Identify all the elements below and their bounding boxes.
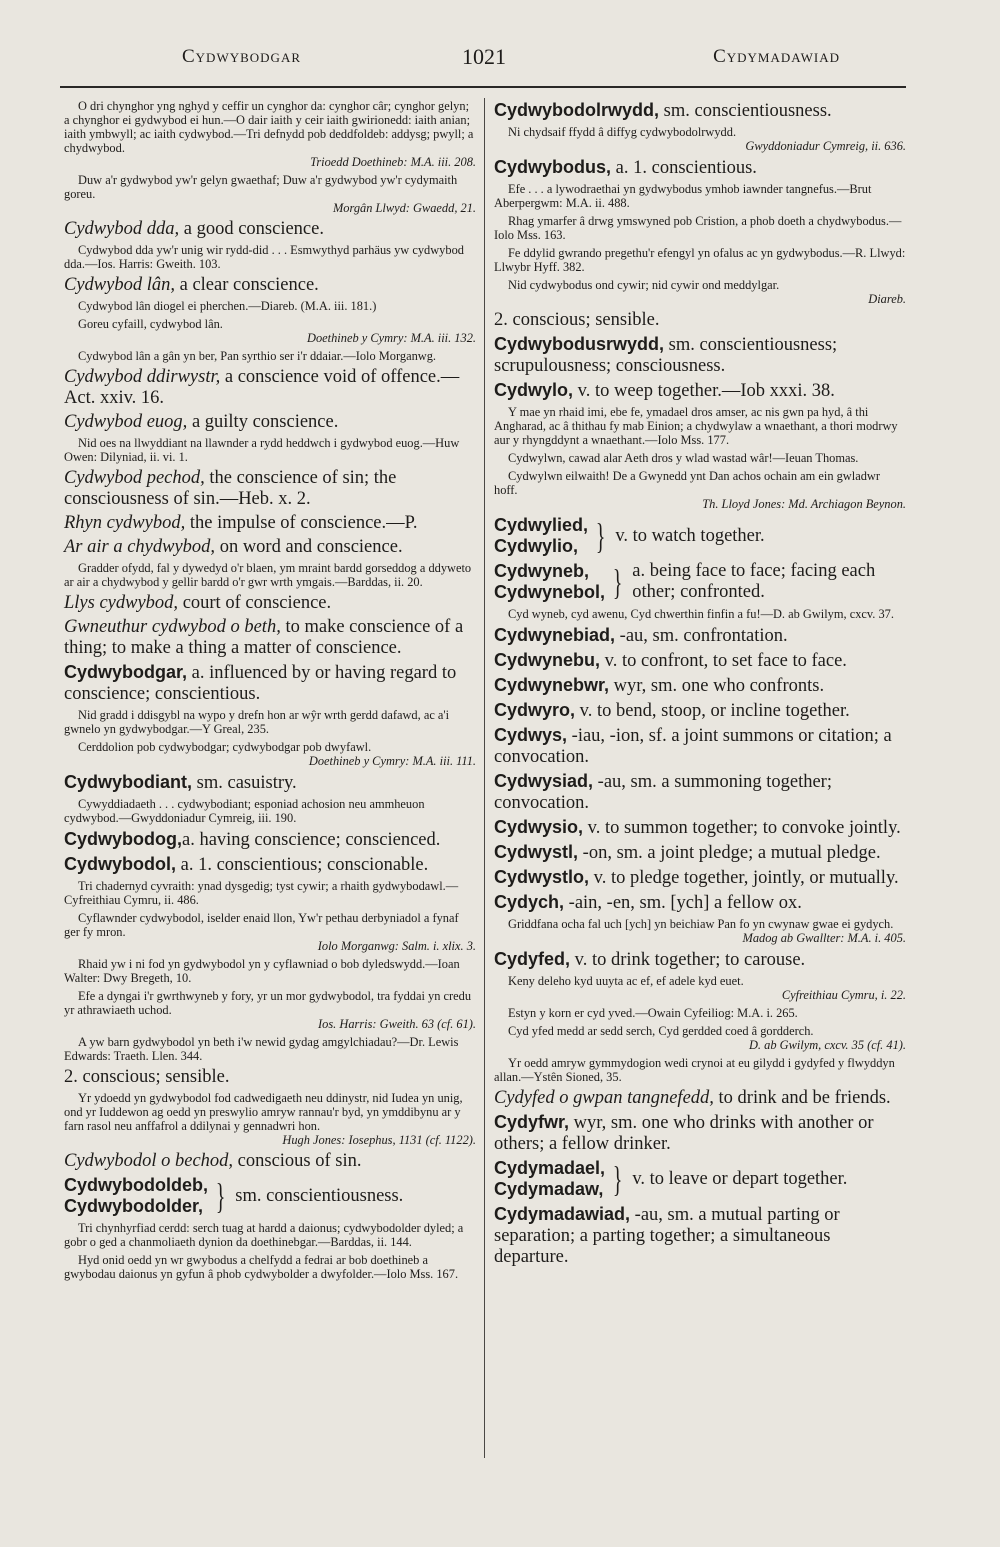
dictionary-entry bbox=[494, 842, 906, 864]
citation bbox=[64, 797, 476, 825]
headword: Cydwybodiant, bbox=[64, 772, 193, 792]
definition-text: the impulse of conscience.—P. bbox=[185, 513, 418, 533]
phrase: Gwneuthur cydwybod o beth, bbox=[64, 617, 281, 637]
dictionary-entry bbox=[494, 157, 906, 179]
citation-text: Duw a'r gydwybod yw'r gelyn gwaethaf; Duw a'r gydwybod yw'r cydymaith goreu. bbox=[64, 173, 458, 201]
citation bbox=[494, 125, 906, 153]
dictionary-entry bbox=[64, 537, 476, 558]
dictionary-entry bbox=[494, 100, 906, 122]
paired-headwords bbox=[494, 561, 605, 603]
citation-text: Gradder ofydd, fal y dywedyd o'r blaen, ym mraint bardd gorseddog a ddyweto ar air a chydwybod y gellir bardd o'r gwr wrth ymgais.—Barddas, ii. 20. bbox=[64, 561, 472, 589]
headword: Cydymadaw, bbox=[494, 1179, 604, 1199]
headword: Cydwybodol, bbox=[64, 854, 176, 874]
citation-text: Rhag ymarfer â drwg ymswyned pob Cristion, a phob doeth a chydwybodus.—Iolo Mss. 163. bbox=[494, 214, 902, 242]
citation bbox=[494, 1006, 906, 1020]
citation bbox=[494, 214, 906, 242]
citation-text: Nid oes na llwyddiant na llawnder a rydd heddwch i gydwybod euog.—Huw Owen: Dilyniad, ii. vi. 1. bbox=[64, 436, 460, 464]
citation bbox=[64, 299, 476, 313]
citation-source: Diareb. bbox=[868, 292, 906, 306]
citation bbox=[494, 469, 906, 511]
dictionary-entry bbox=[494, 650, 906, 672]
dictionary-entry bbox=[64, 513, 476, 534]
phrase: Rhyn cydwybod, bbox=[64, 513, 186, 533]
dictionary-entry bbox=[64, 468, 476, 510]
dictionary-entry bbox=[64, 1067, 476, 1088]
dictionary-entry bbox=[494, 817, 906, 839]
definition-text: a. 1. conscientious; conscionable. bbox=[176, 855, 429, 875]
citation-text: Hyd onid oedd yn wr gwybodus a chelfydd a fedrai ar bob doethineb a gwybodau daionus yn gyfun â phob cydwybolder a dwyfolder.—Iolo Mss. 167. bbox=[64, 1253, 459, 1281]
citation-text: Cyd wyneb, cyd awenu, Cyd chwerthin finfin a fu!—D. ab Gwilym, cxcv. 37. bbox=[508, 607, 894, 621]
definition-text: a. 1. conscientious. bbox=[611, 158, 757, 178]
dictionary-entry bbox=[494, 771, 906, 814]
citation-text: Nid cydwybodus ond cywir; nid cywir ond meddylgar. bbox=[508, 278, 780, 292]
definition-text: v. to confront, to set face to face. bbox=[600, 651, 847, 671]
citation bbox=[64, 173, 476, 215]
phrase: Llys cydwybod, bbox=[64, 593, 179, 613]
headword: Cydymadawiad, bbox=[494, 1204, 631, 1224]
paired-headwords bbox=[494, 515, 588, 557]
citation-text: O dri chynghor yng nghyd y ceffir un cynghor da: cynghor câr; cynghor gelyn; a chynghor ei gydwybod ei hun.—O dair iaith y ceir iaith gwirionedd: iaith anian; iaith ymbwyll; ac iaith cydwybod.—Tri defnydd pob deddfoldeb: addysg; pwyll; a chydwybod. bbox=[64, 99, 474, 155]
dictionary-entry bbox=[64, 275, 476, 296]
definition-text: v. to drink together; to carouse. bbox=[570, 950, 806, 970]
brace: } bbox=[215, 1176, 226, 1216]
citation-text: Cydwylwn, cawad alar Aeth dros y wlad wastad wâr!—Ieuan Thomas. bbox=[508, 451, 859, 465]
headword: Cydwynebwr, bbox=[494, 675, 610, 695]
dictionary-entry bbox=[494, 1204, 906, 1268]
definition-text: 2. conscious; sensible. bbox=[494, 310, 660, 330]
running-head bbox=[70, 46, 930, 74]
definition-text: v. to weep together.—Iob xxxi. 38. bbox=[573, 381, 835, 401]
dictionary-entry bbox=[64, 593, 476, 614]
headword: Cydwybodgar, bbox=[64, 662, 188, 682]
dictionary-entry bbox=[494, 310, 906, 331]
citation-text: Nid gradd i ddisgybl na wypo y drefn hon ar wŷr wrth gerdd dafawd, ac a'i gwnelo yn gydwybodgar.—Y Greal, 235. bbox=[64, 708, 450, 736]
citation-text: Fe ddylid gwrando pregethu'r efengyl yn ofalus ac yn gydwybodus.—R. Llwyd: Llwybr Hyff. 382. bbox=[494, 246, 906, 274]
paired-entry bbox=[494, 515, 906, 557]
citation-source: Hugh Jones: Iosephus, 1131 (cf. 1122). bbox=[282, 1133, 476, 1147]
citation-text: Y mae yn rhaid imi, ebe fe, ymadael dros amser, ac nis gwn pa hyd, â thi Angharad, ac â thithau fy mab Einion; a chydwylaw a wnaethant, a thori modrwy aur y rhyngddynt a wnaethant.—Iolo Mss. 177. bbox=[494, 405, 898, 447]
citation bbox=[64, 243, 476, 271]
citation-text: Tri chynhyrfiad cerdd: serch tuag at hardd a daionus; cydwybodolder dyled; a gobr o ged a chanmoliaeth dynion da doethinebgar.—Barddas, ii. 144. bbox=[64, 1221, 464, 1249]
definition-text: a good conscience. bbox=[179, 219, 324, 239]
headword: Cydwylied, bbox=[494, 515, 589, 535]
dictionary-entry bbox=[64, 617, 476, 659]
dictionary-entry bbox=[494, 1112, 906, 1155]
dictionary-entry bbox=[494, 334, 906, 377]
phrase: Cydwybod dda, bbox=[64, 219, 180, 239]
citation-text: Efe . . . a lywodraethai yn gydwybodus ymhob iawnder tangnefus.—Brut Aberpergwm: M.A. ii. 488. bbox=[494, 182, 872, 210]
citation-source: D. ab Gwilym, cxcv. 35 (cf. 41). bbox=[748, 1038, 906, 1052]
citation-text: Cydwybod lân a gân yn ber, Pan syrthio ser i'r ddaiar.—Iolo Morganwg. bbox=[78, 349, 437, 363]
left-column bbox=[64, 98, 476, 1285]
headword: Cydwysio, bbox=[494, 817, 584, 837]
citation bbox=[494, 278, 906, 306]
dictionary-entry bbox=[64, 367, 476, 409]
definition-text: a clear conscience. bbox=[175, 275, 319, 295]
phrase: Ar air a chydwybod, bbox=[64, 537, 216, 557]
citation-source: Madog ab Gwallter: M.A. i. 405. bbox=[742, 931, 906, 945]
definition-text: v. to watch together. bbox=[615, 525, 765, 546]
citation-source: Trioedd Doethineb: M.A. iii. 208. bbox=[310, 155, 476, 169]
headword: Cydwystlo, bbox=[494, 867, 590, 887]
citation bbox=[494, 451, 906, 465]
citation bbox=[64, 740, 476, 768]
headword: Cydwys, bbox=[494, 725, 568, 745]
citation-text: Cydwybod lân diogel ei pherchen.—Diareb. (M.A. iii. 181.) bbox=[78, 299, 377, 313]
headword: Cydych, bbox=[494, 892, 565, 912]
citation-source: Gwyddoniadur Cymreig, ii. 636. bbox=[745, 139, 906, 153]
definition-text: court of conscience. bbox=[178, 593, 332, 613]
paired-entry bbox=[494, 1158, 906, 1200]
definition-text: wyr, sm. one who confronts. bbox=[609, 676, 825, 696]
dictionary-entry bbox=[64, 662, 476, 705]
citation-text: Rhaid yw i ni fod yn gydwybodol yn y cyflawniad o bob dyledswydd.—Ioan Walter: Dwy Bregeth, 10. bbox=[64, 957, 460, 985]
headword: Cydwybodusrwydd, bbox=[494, 334, 665, 354]
definition-text: a guilty conscience. bbox=[187, 412, 339, 432]
definition-text: -au, sm. confrontation. bbox=[615, 626, 788, 646]
dictionary-entry bbox=[494, 625, 906, 647]
citation bbox=[494, 917, 906, 945]
headword: Cydymadael, bbox=[494, 1158, 606, 1178]
citation-text: Cydwylwn eilwaith! De a Gwynedd ynt Dan achos ochain am ein gwladwr hoff. bbox=[494, 469, 880, 497]
headword: Cydwybodolder, bbox=[64, 1196, 204, 1216]
definition-text: on word and conscience. bbox=[215, 537, 403, 557]
citation-text: Yr oedd amryw gymmydogion wedi crynoi at eu gilydd i gydyfed y flwyddyn allan.—Ystên Sioned, 35. bbox=[494, 1056, 895, 1084]
citation bbox=[64, 1035, 476, 1063]
dictionary-entry bbox=[494, 700, 906, 722]
brace: } bbox=[595, 516, 606, 556]
paired-headwords bbox=[64, 1175, 208, 1217]
headword: Cydwyro, bbox=[494, 700, 576, 720]
page-number: 1021 bbox=[462, 44, 506, 69]
citation bbox=[64, 989, 476, 1031]
headword: Cydwybodolrwydd, bbox=[494, 100, 660, 120]
phrase: Cydwybod pechod, bbox=[64, 468, 205, 488]
citation bbox=[64, 911, 476, 953]
phrase: Cydwybod euog, bbox=[64, 412, 188, 432]
definition-text: -au, sm. a mutual parting or separation; a parting together; a simultaneous departure. bbox=[494, 1205, 840, 1267]
brace: } bbox=[612, 562, 623, 602]
headword: Cydwynebu, bbox=[494, 650, 601, 670]
headword: Cydwynebiad, bbox=[494, 625, 616, 645]
dictionary-entry bbox=[64, 219, 476, 240]
phrase: Cydwybod ddirwystr, bbox=[64, 367, 221, 387]
paired-entry bbox=[64, 1175, 476, 1217]
definition-text: -ain, -en, sm. [ych] a fellow ox. bbox=[564, 893, 802, 913]
definition-text: v. to pledge together, jointly, or mutually. bbox=[589, 868, 899, 888]
headword: Cydwybodog, bbox=[64, 829, 182, 849]
definition-text: sm. conscientiousness. bbox=[659, 101, 832, 121]
citation bbox=[64, 1253, 476, 1281]
headword: Cydwylio, bbox=[494, 536, 579, 556]
dictionary-entry bbox=[64, 829, 476, 851]
citation-source: Morgân Llwyd: Gwaedd, 21. bbox=[332, 201, 476, 215]
dictionary-entry bbox=[494, 949, 906, 971]
dictionary-entry bbox=[494, 675, 906, 697]
citation-source: Doethineb y Cymry: M.A. iii. 132. bbox=[307, 331, 476, 345]
paired-headwords bbox=[494, 1158, 605, 1200]
definition-text: sm. conscientiousness; scrupulousness; consciousness. bbox=[494, 335, 838, 376]
dictionary-entry bbox=[64, 772, 476, 794]
right-column bbox=[494, 98, 906, 1271]
dictionary-entry bbox=[494, 380, 906, 402]
citation-source: Cyfreithiau Cymru, i. 22. bbox=[781, 988, 906, 1002]
citation-text: Goreu cyfaill, cydwybod lân. bbox=[78, 317, 223, 331]
headword: Cydwysiad, bbox=[494, 771, 594, 791]
headword: Cydwynebol, bbox=[494, 582, 606, 602]
citation-source: Iolo Morganwg: Salm. i. xlix. 3. bbox=[317, 939, 476, 953]
headword: Cydyfwr, bbox=[494, 1112, 570, 1132]
headword: Cydwybodoldeb, bbox=[64, 1175, 208, 1195]
citation bbox=[494, 182, 906, 210]
definition-text: 2. conscious; sensible. bbox=[64, 1067, 230, 1087]
phrase: Cydwybod lân, bbox=[64, 275, 175, 295]
definition-text: -iau, -ion, sf. a joint summons or citation; a convocation. bbox=[494, 726, 892, 767]
citation bbox=[64, 708, 476, 736]
definition-text: sm. casuistry. bbox=[192, 773, 297, 793]
citation bbox=[64, 561, 476, 589]
citation-text: Keny deleho kyd uuyta ac ef, ef adele kyd euet. bbox=[508, 974, 744, 988]
definition-text: v. to summon together; to convoke jointly. bbox=[583, 818, 901, 838]
definition-text: sm. conscientiousness. bbox=[235, 1185, 404, 1206]
citation bbox=[494, 607, 906, 621]
citation-source: Th. Lloyd Jones: Md. Archiagon Beynon. bbox=[702, 497, 906, 511]
definition-text: to make conscience of a thing; to make a thing a matter of conscience. bbox=[64, 617, 464, 658]
definition-text: v. to leave or depart together. bbox=[632, 1168, 848, 1189]
citation-text: Ni chydsaif ffydd â diffyg cydwybodolrwydd. bbox=[508, 125, 737, 139]
running-head-right: Cydymadawiad bbox=[713, 46, 840, 67]
citation-text: Cywyddiadaeth . . . cydwybodiant; esponiad achosion neu ammheuon cydwybod.—Gwyddoniadur Cymreig, iii. 190. bbox=[64, 797, 425, 825]
header-rule bbox=[60, 86, 906, 88]
citation bbox=[64, 317, 476, 345]
citation bbox=[64, 957, 476, 985]
citation bbox=[64, 349, 476, 363]
headword: Cydwylo, bbox=[494, 380, 574, 400]
dictionary-entry bbox=[494, 1088, 906, 1109]
dictionary-entry bbox=[64, 854, 476, 876]
citation bbox=[494, 1056, 906, 1084]
citation-text: Cyd yfed medd ar sedd serch, Cyd gerdded coed â gordderch. bbox=[508, 1024, 814, 1038]
definition-text: a. influenced by or having regard to conscience; conscientious. bbox=[64, 663, 457, 704]
citation-text: Cerddolion pob cydwybodgar; cydwybodgar pob dwyfawl. bbox=[78, 740, 372, 754]
citation-source: Ios. Harris: Gweith. 63 (cf. 61). bbox=[318, 1017, 476, 1031]
paired-entry bbox=[494, 561, 906, 603]
definition-text: a. having conscience; conscienced. bbox=[182, 830, 441, 850]
citation-text: Tri chadernyd cyvraith: ynad dysgedig; tyst cywir; a rhaith gydwybodawl.—Cyfreithiau Cymru, ii. 486. bbox=[64, 879, 459, 907]
definition-text: v. to bend, stoop, or incline together. bbox=[575, 701, 850, 721]
definition-text: wyr, sm. one who drinks with another or others; a fellow drinker. bbox=[494, 1113, 874, 1154]
definition-text: a conscience void of offence.—Act. xxiv. 16. bbox=[64, 367, 460, 408]
headword: Cydwystl, bbox=[494, 842, 579, 862]
citation bbox=[494, 405, 906, 447]
citation bbox=[494, 246, 906, 274]
phrase: Cydwybodol o bechod, bbox=[64, 1151, 234, 1171]
citation-text: Estyn y korn er cyd yved.—Owain Cyfeiliog: M.A. i. 265. bbox=[508, 1006, 798, 1020]
definition-text: a. being face to face; facing each other; confronted. bbox=[632, 561, 876, 602]
citation-text: Yr ydoedd yn gydwybodol fod cadwedigaeth neu ddinystr, nid Iudea yn unig, ond yr Iuddewon ag oedd yn preswylio amryw rannau'r byd, yn ymddibynu ar y farn rasol neu anffafrol a ddilynai y gennadwri hon. bbox=[64, 1091, 463, 1133]
citation bbox=[64, 436, 476, 464]
dictionary-entry bbox=[64, 1151, 476, 1172]
definition-text: -on, sm. a joint pledge; a mutual pledge. bbox=[578, 843, 881, 863]
citation-text: A yw barn gydwybodol yn beth i'w newid gydag amgylchiadau?—Dr. Lewis Edwards: Traeth. Llen. 344. bbox=[64, 1035, 459, 1063]
definition-text: conscious of sin. bbox=[233, 1151, 362, 1171]
running-head-left: Cydwybodgar bbox=[182, 46, 302, 67]
citation-text: Cydwybod dda yw'r unig wir rydd-did . . . Esmwythyd parhäus yw cydwybod dda.—Ios. Harris: Gweith. 103. bbox=[64, 243, 464, 271]
dictionary-entry bbox=[494, 867, 906, 889]
citation bbox=[494, 1024, 906, 1052]
citation bbox=[64, 879, 476, 907]
citation-text: Efe a dyngai i'r gwrthwyneb y fory, yr un mor gydwybodol, tra fyddai yn credu yr athrawiaeth uchod. bbox=[64, 989, 472, 1017]
citation-text: Griddfana ocha fal uch [ych] yn beichiaw Pan fo yn cwynaw gwae ei gydych. bbox=[508, 917, 894, 931]
citation bbox=[64, 1221, 476, 1249]
definition-text: -au, sm. a summoning together; convocation. bbox=[494, 772, 832, 813]
citation bbox=[64, 99, 476, 169]
dictionary-entry bbox=[64, 412, 476, 433]
citation-source: Doethineb y Cymry: M.A. iii. 111. bbox=[308, 754, 476, 768]
dictionary-entry bbox=[494, 725, 906, 768]
citation bbox=[494, 974, 906, 1002]
citation-text: Cyflawnder cydwybodol, iselder enaid llon, Yw'r pethau derbyniadol a fynaf ger fy mron. bbox=[64, 911, 459, 939]
headword: Cydwybodus, bbox=[494, 157, 612, 177]
headword: Cydwyneb, bbox=[494, 561, 590, 581]
definition-text: to drink and be friends. bbox=[713, 1088, 891, 1108]
column-divider bbox=[484, 98, 485, 1458]
definition-text: the conscience of sin; the consciousness of sin.—Heb. x. 2. bbox=[64, 468, 397, 509]
brace: } bbox=[612, 1159, 623, 1199]
citation bbox=[64, 1091, 476, 1147]
phrase: Cydyfed o gwpan tangnefedd, bbox=[494, 1088, 714, 1108]
dictionary-entry bbox=[494, 892, 906, 914]
headword: Cydyfed, bbox=[494, 949, 571, 969]
